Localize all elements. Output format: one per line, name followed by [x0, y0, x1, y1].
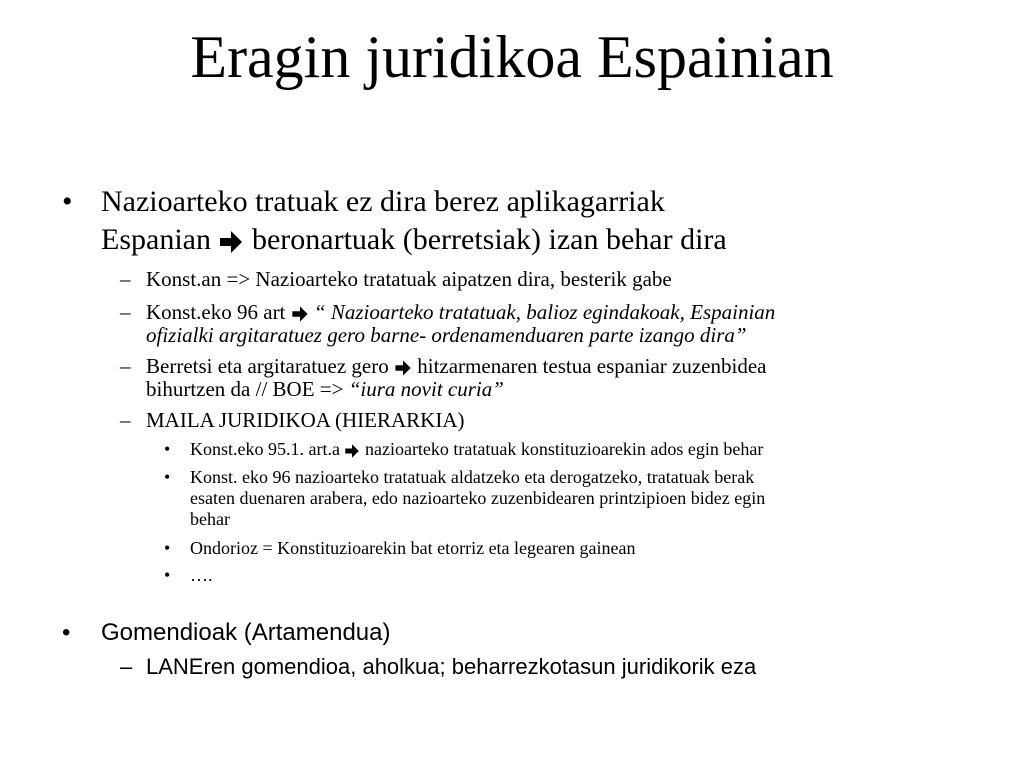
sub-item-2-quote: “ Nazioarteko tratatuak, balioz egindakoak, Espainian — [313, 300, 776, 324]
small-bullet-marker: • — [164, 467, 171, 487]
dash-marker: – — [120, 408, 131, 432]
dash-marker: – — [120, 654, 133, 679]
bullet-2-sub-item-1: LANEren gomendioa, aholkua; beharrezkotasun juridikorik eza — [146, 654, 757, 679]
sub-item-3-quote: “iura novit curia” — [348, 377, 504, 401]
arrow-right-icon — [394, 359, 412, 377]
sub-item-1: Konst.an => Nazioarteko tratatuak aipatzen dira, besterik gabe — [146, 267, 672, 291]
dash-marker: – — [120, 267, 131, 291]
subsub-item-1-text-a: Konst.eko 95.1. art.a — [190, 439, 340, 459]
sub-item-2-line-1 — [146, 301, 775, 324]
slide-title: Eragin juridikoa Espainian — [190, 24, 834, 90]
bullet-1-text-a: Espanian — [101, 223, 211, 256]
sub-item-3-text-b: hitzarmenaren testua espaniar zuzenbidea — [417, 354, 767, 378]
sub-item-3-line-2 — [146, 378, 504, 401]
sub-item-3-text-a: Berretsi eta argitaratuez gero — [146, 354, 389, 378]
small-bullet-marker: • — [164, 538, 171, 558]
sub-item-2-quote-cont: ofizialki argitaratuez gero barne- ordenamenduaren parte izango dira” — [146, 323, 747, 347]
arrow-right-icon — [291, 305, 309, 323]
sub-item-2-text-a: Konst.eko 96 art — [146, 300, 286, 324]
subsub-item-2-line-2: esaten duenaren arabera, edo nazioarteko zuzenbidearen printzipioen bidez egin — [190, 488, 766, 508]
subsub-item-2-line-1: Konst. eko 96 nazioarteko tratatuak aldatzeko eta derogatzeko, tratatuak berak — [190, 467, 755, 487]
subsub-item-1-text-b: nazioarteko tratatuak konstituzioarekin ados egin behar — [364, 439, 764, 459]
bullet-2-line-1: Gomendioak (Artamendua) — [101, 619, 391, 646]
small-bullet-marker: • — [164, 439, 171, 459]
small-bullet-marker: • — [164, 565, 171, 585]
dash-marker: – — [120, 354, 131, 378]
bullet-marker: • — [62, 185, 73, 218]
bullet-marker: • — [62, 619, 71, 646]
subsub-item-1 — [190, 439, 763, 460]
dash-marker: – — [120, 300, 131, 324]
subsub-item-4: …. — [190, 565, 213, 585]
sub-item-2-line-2 — [146, 324, 747, 347]
bullet-1-text-b: beronartuak (berretsiak) izan behar dira — [251, 223, 727, 256]
sub-item-3-line-1 — [146, 355, 766, 378]
subsub-item-3: Ondorioz = Konstituzioarekin bat etorriz eta legearen gainean — [190, 538, 636, 558]
bullet-1-line-1: Nazioarteko tratuak ez dira berez aplikagarriak — [101, 185, 665, 218]
sub-item-4: MAILA JURIDIKOA (HIERARKIA) — [146, 408, 465, 432]
bullet-1-line-2 — [101, 224, 727, 256]
arrow-right-icon — [344, 443, 360, 459]
subsub-item-2-line-3: behar — [190, 509, 230, 529]
arrow-right-icon — [218, 229, 244, 255]
sub-item-3-text-c: bihurtzen da // BOE => — [146, 377, 344, 401]
